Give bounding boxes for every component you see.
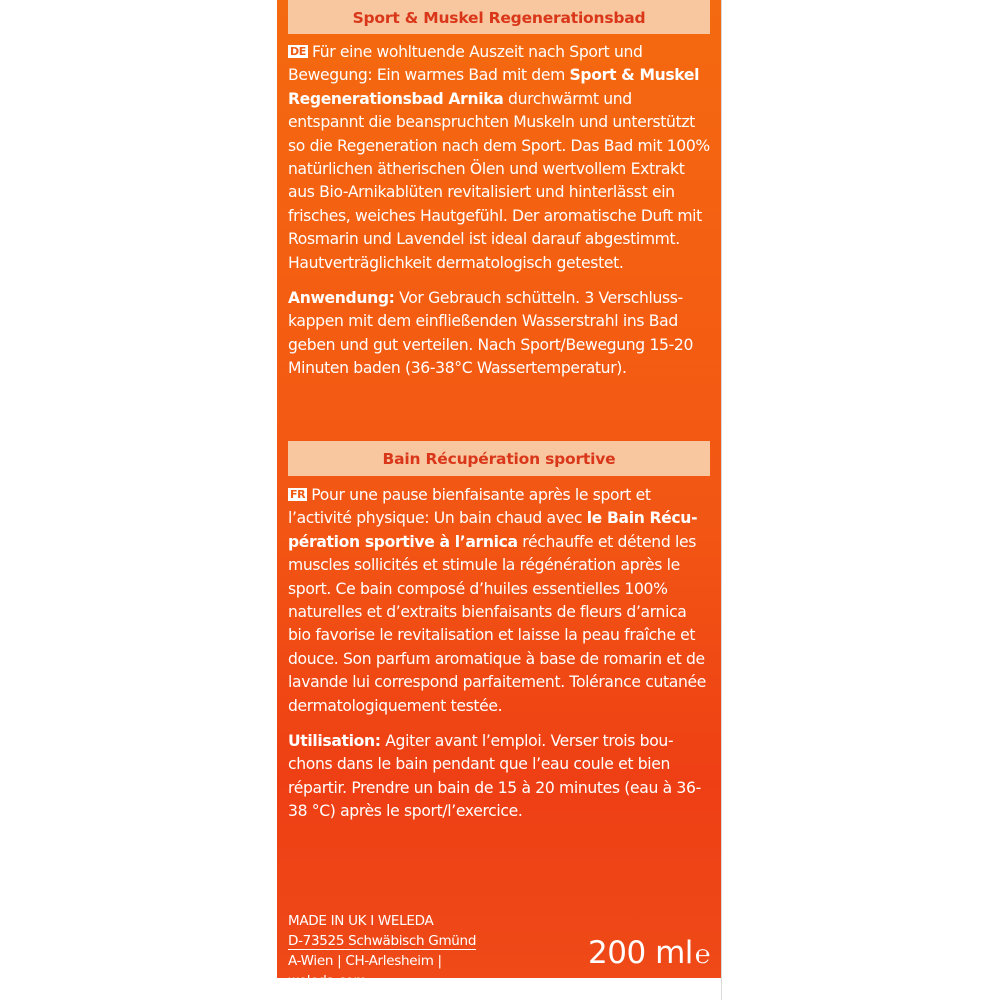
french-usage — [288, 730, 712, 824]
de-usage-text: Vor Gebrauch schütteln. 3 Verschlusskappen mit dem einfließenden Wasserstrahl ins Bad geben und gut verteilen. Nach Sport/Bewegung 15-20 Minuten baden (36-38°C Wassertemperatur). — [288, 289, 694, 378]
estimated-sign-icon: ℮ — [694, 940, 710, 970]
language-tag-de: DE — [290, 45, 306, 58]
german-description — [288, 41, 712, 381]
de-body-text: durchwärmt und entspannt die beanspruchten Muskeln und unterstützt so die Regeneration nach dem Sport. Das Bad mit 100% natürlichen ätherischen Ölen und wertvollem Extrakt aus Bio-Arnikablüten revitalisiert und hinterlässt ein frisches, weiches Hautgefühl. Der aromatische Duft mit Rosmarin und Lavendel ist ideal darauf abgestimmt. Hautverträglichkeit dermatologisch getestet. — [288, 89, 710, 272]
product-label-panel — [277, 0, 722, 989]
made-in-line: MADE IN UK I WELEDA — [288, 913, 434, 929]
volume-label — [588, 933, 710, 975]
german-section-heading: Sport & Muskel Regenerationsbad — [288, 0, 710, 34]
language-tag-fr: FR — [290, 488, 306, 501]
de-product-name: Sport & Muskel Regenerationsbad Arnika — [288, 66, 700, 108]
fr-body-text: réchauffe et détend les muscles sollicités et stimule la régénération après le sport. Ce bain composé d’huiles essentielles 100% naturelles et d’extraits bienfaisants de fleurs d’arnica bio favorise le revitalisation et laisse la peau fraîche et douce. Son parfum aromatique à base de romarin et de lavande lui correspond parfaitement. Tolérance cutanée dermatologiquement testée. — [288, 532, 706, 715]
label-edge-divider — [721, 0, 722, 1000]
locations-line: A-Wien | CH-Arlesheim | weleda.com — [288, 953, 442, 989]
de-usage-label: Anwendung: — [288, 289, 395, 308]
german-usage — [288, 287, 712, 381]
fr-usage-text: Agiter avant l’emploi. Verser trois bouchons dans le bain pendant que l’eau coule et bien répartir. Prendre un bain de 15 à 20 minutes (eau à 36-38 °C) après le sport/l’exercice. — [288, 732, 701, 821]
volume-value: 200 ml — [588, 935, 693, 971]
french-description — [288, 484, 712, 824]
fr-usage-label: Utilisation: — [288, 732, 381, 751]
de-intro-text: Für eine wohltuende Auszeit nach Sport und Bewegung: Ein warmes Bad mit dem — [288, 43, 643, 85]
fr-product-name: le Bain Récupération sportive à l’arnica — [288, 509, 698, 551]
french-section-heading: Bain Récupération sportive — [288, 441, 710, 476]
fr-intro-text: Pour une pause bienfaisante après le sport et l’activité physique: Un bain chaud avec — [288, 486, 651, 528]
manufacturer-footer — [288, 911, 488, 991]
address-line: D-73525 Schwäbisch Gmünd — [288, 933, 477, 949]
